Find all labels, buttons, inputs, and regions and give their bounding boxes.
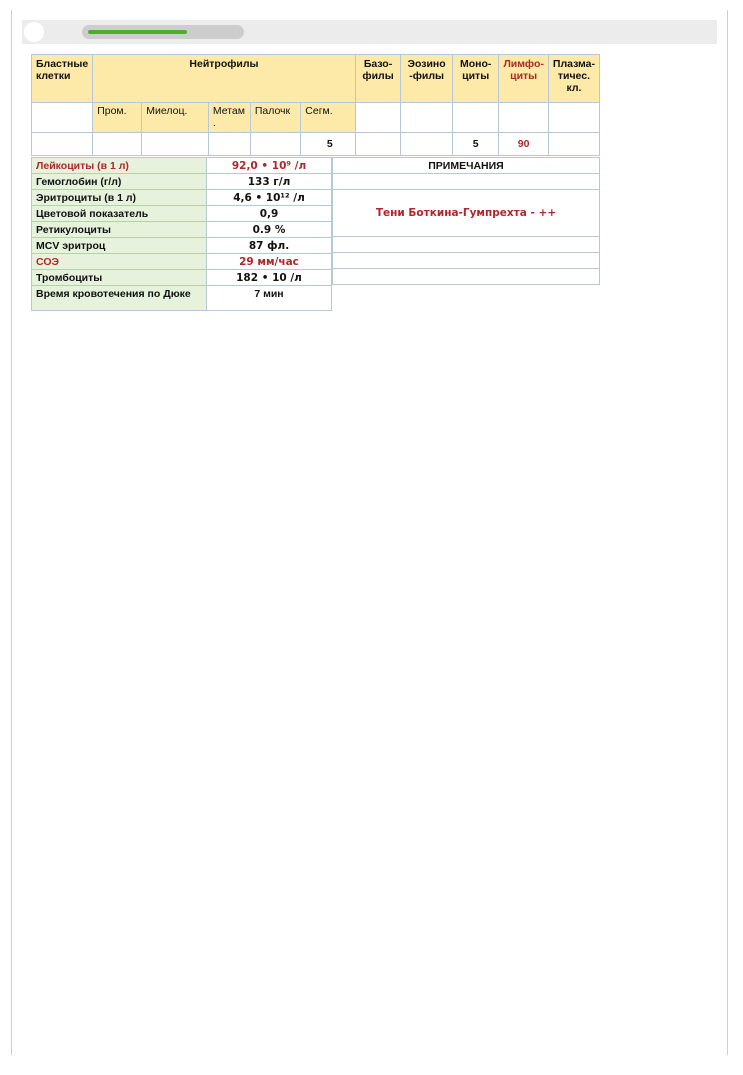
page-border-left bbox=[11, 10, 12, 1055]
value-mcv: 87 фл. bbox=[207, 238, 332, 254]
notes-empty-row-3 bbox=[333, 253, 600, 269]
label-mcv: MCV эритроц bbox=[32, 238, 207, 254]
label-hemoglobin: Гемоглобин (г/л) bbox=[32, 174, 207, 190]
sub-lympho-empty bbox=[499, 103, 548, 133]
value-reticulocytes: 0.9 % bbox=[207, 222, 332, 238]
label-erythrocytes: Эритроциты (в 1 л) bbox=[32, 190, 207, 206]
value-blast bbox=[32, 133, 93, 156]
header-lympho: Лимфо-циты bbox=[499, 55, 548, 103]
sub-baso-empty bbox=[355, 103, 401, 133]
value-eosino bbox=[401, 133, 453, 156]
notes-title: ПРИМЕЧАНИЯ bbox=[333, 158, 600, 174]
value-mielo bbox=[142, 133, 209, 156]
value-baso bbox=[355, 133, 401, 156]
value-platelets: 182 • 10 /л bbox=[207, 270, 332, 286]
header-mono: Моно-циты bbox=[452, 55, 498, 103]
value-color-index: 0,9 bbox=[207, 206, 332, 222]
label-color-index: Цветовой показатель bbox=[32, 206, 207, 222]
header-plasma: Плазма-тичес. кл. bbox=[548, 55, 599, 103]
notes-table bbox=[332, 157, 600, 285]
row-bleeding-time bbox=[32, 286, 332, 311]
progress-bar bbox=[82, 25, 244, 39]
value-bleeding-time: 7 мин bbox=[207, 286, 332, 311]
row-color-index bbox=[32, 206, 332, 222]
value-leukocytes: 92,0 • 10⁹ /л bbox=[207, 158, 332, 174]
notes-empty-row-2 bbox=[333, 237, 600, 253]
row-erythrocytes bbox=[32, 190, 332, 206]
label-leukocytes: Лейкоциты (в 1 л) bbox=[32, 158, 207, 174]
notes-empty-row-4 bbox=[333, 269, 600, 285]
sub-blast-empty bbox=[32, 103, 93, 133]
progress-fill bbox=[88, 30, 187, 34]
value-prom bbox=[93, 133, 142, 156]
toolbar bbox=[22, 20, 717, 44]
header-eosino: Эозино -филы bbox=[401, 55, 453, 103]
header-blast: Бластные клетки bbox=[32, 55, 93, 103]
value-hemoglobin: 133 г/л bbox=[207, 174, 332, 190]
value-erythrocytes: 4,6 • 10¹² /л bbox=[207, 190, 332, 206]
row-leukocytes bbox=[32, 158, 332, 174]
label-esr: СОЭ bbox=[32, 254, 207, 270]
label-bleeding-time: Время кровотечения по Дюке bbox=[32, 286, 207, 311]
blood-values-table bbox=[31, 157, 332, 311]
value-plasma bbox=[548, 133, 599, 156]
header-baso: Базо-филы bbox=[355, 55, 401, 103]
value-segm: 5 bbox=[301, 133, 355, 156]
value-mono: 5 bbox=[452, 133, 498, 156]
differential-table bbox=[31, 54, 600, 156]
label-reticulocytes: Ретикулоциты bbox=[32, 222, 207, 238]
sub-metam: Метам . bbox=[208, 103, 250, 133]
value-lympho: 90 bbox=[499, 133, 548, 156]
sub-plasma-empty bbox=[548, 103, 599, 133]
sub-palochk: Палочк bbox=[250, 103, 300, 133]
row-platelets bbox=[32, 270, 332, 286]
row-hemoglobin bbox=[32, 174, 332, 190]
row-mcv bbox=[32, 238, 332, 254]
sub-mielo: Миелоц. bbox=[142, 103, 209, 133]
sub-eosino-empty bbox=[401, 103, 453, 133]
row-reticulocytes bbox=[32, 222, 332, 238]
value-esr: 29 мм/час bbox=[207, 254, 332, 270]
page-border-right bbox=[727, 10, 728, 1055]
sub-segm: Сегм. bbox=[301, 103, 355, 133]
row-esr bbox=[32, 254, 332, 270]
value-palochk bbox=[250, 133, 300, 156]
notes-empty-row-1 bbox=[333, 174, 600, 190]
value-metam bbox=[208, 133, 250, 156]
sub-mono-empty bbox=[452, 103, 498, 133]
label-platelets: Тромбоциты bbox=[32, 270, 207, 286]
notes-text: Тени Боткина-Гумпрехта - ++ bbox=[333, 190, 600, 237]
avatar[interactable] bbox=[24, 22, 44, 42]
sub-prom: Пром. bbox=[93, 103, 142, 133]
header-neutrophils: Нейтрофилы bbox=[93, 55, 356, 103]
